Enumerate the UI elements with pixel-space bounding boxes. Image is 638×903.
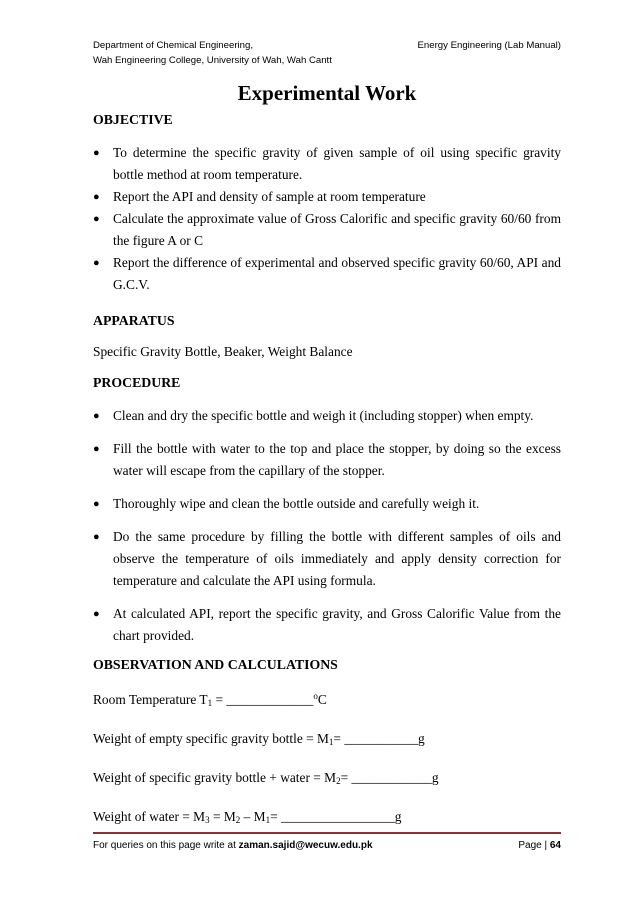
bullet-icon: ●: [93, 191, 100, 203]
list-item: ● Thoroughly wipe and clean the bottle outside and carefully weigh it.: [93, 493, 561, 515]
procedure-heading: PROCEDURE: [93, 375, 181, 390]
college-text: Wah Engineering College, University of Wah, Wah Cantt: [93, 55, 332, 66]
empty-bottle-line: Weight of empty specific gravity bottle = $M_1=$ ___________g: [93, 731, 425, 747]
list-item: ● Report the API and density of sample at room temperature: [93, 186, 561, 208]
list-item: ● Calculate the approximate value of Gross Calorific and specific gravity 60/60 from the figure A or C: [93, 208, 561, 252]
room-temperature-line: Room Temperature $T_1$ = _____________$^o$C: [93, 691, 327, 708]
list-item: ● Report the difference of experimental and observed specific gravity 60/60, API and G.C.V.: [93, 252, 561, 296]
bullet-icon: ●: [93, 531, 100, 543]
bullet-icon: ●: [93, 410, 100, 422]
page-footer: [93, 838, 561, 854]
water-weight-line: Weight of water = $M_3 = M_2 - M_1=$ _________________g: [93, 809, 402, 825]
manual-title: Energy Engineering (Lab Manual): [417, 40, 561, 51]
objective-list: [93, 142, 561, 296]
observation-heading: OBSERVATION AND CALCULATIONS: [93, 657, 338, 672]
page-number: Page | 64: [518, 840, 561, 851]
apparatus-text: Specific Gravity Bottle, Beaker, Weight Balance: [93, 344, 353, 359]
contact-email: zaman.sajid@wecuw.edu.pk: [238, 840, 373, 851]
apparatus-heading: APPARATUS: [93, 313, 175, 328]
list-item: ● To determine the specific gravity of given sample of oil using specific gravity bottle method at room temperature.: [93, 142, 561, 186]
page-header: [93, 38, 561, 70]
list-item: ● Fill the bottle with water to the top and place the stopper, by doing so the excess water will escape from the capillary of the stopper.: [93, 438, 561, 482]
objective-heading: OBJECTIVE: [93, 112, 173, 127]
page-body: [93, 78, 561, 831]
bullet-icon: ●: [93, 498, 100, 510]
footer-query: For queries on this page write at zaman.sajid@wecuw.edu.pk: [93, 840, 373, 851]
procedure-list: [93, 405, 561, 647]
bottle-water-line: Weight of specific gravity bottle + water = $M_2=$ ____________g: [93, 770, 439, 786]
bullet-icon: ●: [93, 608, 100, 620]
bullet-icon: ●: [93, 443, 100, 455]
department-text: Department of Chemical Engineering,: [93, 40, 253, 51]
list-item: ● Clean and dry the specific bottle and weigh it (including stopper) when empty.: [93, 405, 561, 427]
footer-divider: [93, 832, 561, 834]
bullet-icon: ●: [93, 257, 100, 269]
page-title: Experimental Work: [237, 81, 417, 105]
bullet-icon: ●: [93, 147, 100, 159]
bullet-icon: ●: [93, 213, 100, 225]
list-item: ● Do the same procedure by filling the bottle with different samples of oils and observe the temperature of oils immediately and apply density correction for temperature and calculate the API using formula.: [93, 526, 561, 592]
list-item: ● At calculated API, report the specific gravity, and Gross Calorific Value from the chart provided.: [93, 603, 561, 647]
